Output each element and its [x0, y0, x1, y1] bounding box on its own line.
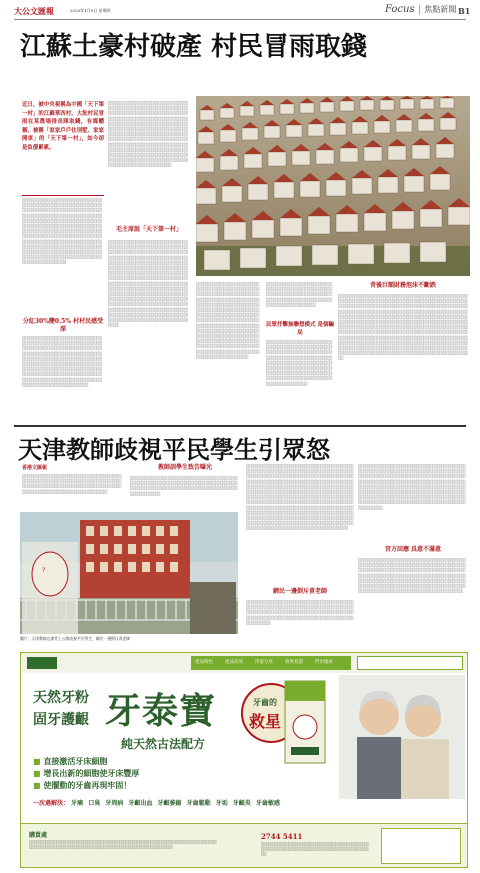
- top-story-headline: 江蘇土豪村破產 村民冒雨取錢: [20, 32, 368, 62]
- second-body-col3: ░░░░░░░░░░░░░░░░░░░░░░░░░░░░░░░░░░░░░░░░░░░░░░░░░░░░░░░░░░░░░░░░░░░░░░░░░░░░░░░░░░░░░░░░░░░░░░░░░░░░░░░░░░░░░░░░░░░░░░░░░░░░░░░░░░░░░░░░░░░░░░░░░░░░░░░░░░░░░░░░░░░░░░░░░░░░░░░░░░░░░░░░░░░░░░░░░░░░░░░░░░░░░░░░░░░░░░░░░░░░░░░░░░░░░░░░░░░░░░░░░░░░░░░░░░░░░░░░░░░░░░░░░░░░░░░░░░░░░░░░░░░░░░░░░░░░░░░░░░░░░░░░░░░░░░░░░░░░░░░░░░░░░░░░░░░░░░░░░░░░░░░░░░░░░░░░░░░░░░░░░░░░░░░░░░░░░░░░░░░░░░░░░░░░░░░░░░░░░░░░░░░░░░░░░░░░░░░░░░░░░░░░░░░░░░░░░░░░░░░░░░░░░░░░░░░░░░░░░░░░░░░░░░░░░░░░░░░░░░░░░░░░░░░░░░░░░░░░░░░░░░░░░: [246, 464, 354, 531]
- advert-problem-4: 牙齦萎縮: [157, 800, 182, 807]
- story-body-col4b: ░░░░░░░░░░░░░░░░░░░░░░░░░░░░░░░░░░░░░░░░░░░░░░░░░░░░░░░░░░░░░░░░░░░░░░░░░░░░░░░░░░░░░░░░░░░░░░░░░░░░░░░░░░░░░░░░░░░░░░░░░░░░░░░░░░░░░░░░░░░░░░░░░░░░░░░░░░░░░░░░░░░░░░░░░░░░░░░░░░░░░░░░░░░░░░░░░░░░░░░░░░░░░░░: [266, 340, 333, 386]
- advert-brand-sub: 純天然古法配方: [121, 737, 206, 751]
- lede-rule: [22, 195, 104, 196]
- advert-tagline-2: 固牙護齦: [33, 712, 89, 728]
- advert-bullet-1-text: 直接激活牙床細胞: [43, 756, 108, 766]
- advert-bullets: [33, 755, 243, 791]
- second-story-headline: 天津教師歧視平民學生引眾怒: [18, 435, 330, 464]
- bullet-icon: ■: [33, 768, 44, 778]
- village-aerial-image: [196, 96, 470, 276]
- subhead-netizens: 網民一邊倒斥責老師: [272, 588, 327, 595]
- advert-tagline-1: 天然牙粉: [33, 690, 89, 706]
- subhead-leak: 教師訓學生致告曝光: [157, 464, 212, 471]
- advert-problem-0: 牙痛: [71, 800, 84, 807]
- second-body-col1: ░░░░░░░░░░░░░░░░░░░░░░░░░░░░░░░░░░░░░░░░░░░░░░░░░░░░░░░░░░░░░░░░░░░░░░░░░░░░░░░░░░░░░░░░░░░░░░░░░░░░░░░░░░░░░░░░░░░░░░░░░░░░░░░░░░░░░░░░░░░: [22, 474, 122, 494]
- second-body-col4b: ░░░░░░░░░░░░░░░░░░░░░░░░░░░░░░░░░░░░░░░░░░░░░░░░░░░░░░░░░░░░░░░░░░░░░░░░░░░░░░░░░░░░░░░░░░░░░░░░░░░░░░░░░░░░░░░░░░░░░░░░░░░░░░░░░░░░░░░░░░░░░░░░░░░░░░░░░░░░░░░░░░░░░░░░░░░░░░░░░░░░░░░░░░░░░░░░░░░░░░░░░░░░░░░░░░░░░░░░░░░░░░░░░░░░░░░░░░░░░░░░░░░░░░░░░░░░░░░░░░░░░░░░░░░░░░░░: [358, 558, 466, 594]
- story-body-col2: ░░░░░░░░░░░░░░░░░░░░░░░░░░░░░░░░░░░░░░░░░░░░░░░░░░░░░░░░░░░░░░░░░░░░░░░░░░░░░░░░░░░░░░░░░░░░░░░░░░░░░░░░░░░░░░░░░░░░░░░░░░░░░░░░░░░░░░░░░░░░░░░░░░░░░░░░░░░░░░░░░░░░░░░░░░░░░░░░░░░░░░░░░░░░░░░░░░░░░░░░░░░░░░░░░░░░░░░░░░░░░░░░░░░░░░░░░░░░░░░░░░░░░░░░░░░░░░░░░░░░░░░░░░░░░░░░░░░░░░░░░░░░░░░░░░░░░░░░░░░░░░░░░░░░░░░░░░░░░░░░░░░░░░░░░░░░░░░░░░░░░░░░░░░░░░░░░░░░░░░░░░░░░░░░░░░: [108, 101, 189, 168]
- story-body-col2b: ░░░░░░░░░░░░░░░░░░░░░░░░░░░░░░░░░░░░░░░░░░░░░░░░░░░░░░░░░░░░░░░░░░░░░░░░░░░░░░░░░░░░░░░░░░░░░░░░░░░░░░░░░░░░░░░░░░░░░░░░░░░░░░░░░░░░░░░░░░░░░░░░░░░░░░░░░░░░░░░░░░░░░░░░░░░░░░░░░░░░░░░░░░░░░░░░░░░░░░░░░░░░░░░░░░░░░░░░░░░░░░░░░░░░░░░░░░░░░░░░░░░░░░░░░░░░░░░░░░░░░░░░░░░░░░░░░░░░░░░░░░░░░░░░░░░░░░░░░░░░░░░░░░░░░░░░░░░░░░░░░░░░░░░░░░░░░░░░░░░░░░░░░░░░░░░░░░░░░░░░░░░░░░░░░░░░░░░░░░░░░░░░░░░░░░░░░░░░░░░░░░░░░░░░░░░░░░░░░░░░░░░░░░░░░░░░░░░░░░░░░░░░░░░░░░░░░░░░░░░░░░░░░░░░: [108, 240, 189, 328]
- bullet-icon: ■: [33, 756, 44, 766]
- advert-stores-label: 購買處: [29, 832, 48, 839]
- issue-date: 2020年1月9日 星期四: [70, 8, 111, 13]
- advert-badge-top: 牙齒的: [253, 697, 277, 707]
- product-box-image: [281, 677, 329, 767]
- advert-cta-box: [357, 656, 463, 670]
- advert-contacts: ░░░░░░░░░░░░░░░░░░░░░░░░░░░░░░░░░░░░░░░░░░░░░░░░░░░░░░░░░░░░░░░░░░░░░░░░░░░░░░░░: [261, 842, 369, 857]
- advert-problem-8: 牙齒敏感: [255, 800, 280, 807]
- advert-problem-5: 牙齒鬆動: [186, 800, 211, 807]
- second-body-col3b: ░░░░░░░░░░░░░░░░░░░░░░░░░░░░░░░░░░░░░░░░░░░░░░░░░░░░░░░░░░░░░░░░░░░░░░░░░░░░░░░░░░░░░░░░░░░░░░░░░░░░░░░░░░░░░░░░░░░░░░░░░░░░░░░░░░░░░░░░░░░░░░░░░░░░░░░░░░░░░░░░░░░░░: [246, 600, 354, 625]
- subhead-dividend: 分紅30%變0.5% 村村民感受深: [22, 318, 104, 333]
- svg-text:?: ?: [42, 567, 46, 574]
- advert-logo-mark: [27, 657, 57, 669]
- masthead: [0, 0, 480, 22]
- subhead-official: 官方回應 具意不滿意: [384, 546, 442, 553]
- advert-nav-4[interactable]: 效果見證: [285, 660, 303, 665]
- advert-problems-label: 一次過解決：: [33, 800, 70, 807]
- bullet-icon: ■: [33, 780, 44, 790]
- subhead-bubble: 背後巨額財務泡沫不斷跌: [369, 282, 436, 289]
- advert-brand-name: 牙泰寶: [105, 690, 217, 732]
- second-body-col4: ░░░░░░░░░░░░░░░░░░░░░░░░░░░░░░░░░░░░░░░░░░░░░░░░░░░░░░░░░░░░░░░░░░░░░░░░░░░░░░░░░░░░░░░░░░░░░░░░░░░░░░░░░░░░░░░░░░░░░░░░░░░░░░░░░░░░░░░░░░░░░░░░░░░░░░░░░░░░░░░░░░░░░░░░░░░░░░░░░░░░░░░░░░░░░░░░░░░░░░░░░░░░░░░░░░░░░░░░░░░░░░░░░░░░░░░░░░░░░░░░░░░░░░░░░░░░░░░░░░░░░░░░░░░░░░░░░░░░░░░░░░░░░░░░░░░░░░░░░░░░░░░░░░░░░░░░░░░░░░░░░: [358, 464, 466, 510]
- advert-stores-list: ░░░░░░░░░░░░░░░░░░░░░░░░░░░░░░░░░░░░░░░░░░░░░░░░░░░░░░░░░░░░░░░░░░░░░░░░░░░░░░░░░░░░░░░░░░░░░░░░░░░░░░░░░░░░░░░░░░░░░░░░: [29, 840, 217, 850]
- advert-problem-7: 牙齦炎: [232, 800, 251, 807]
- subhead-scam: 民眾抒擊無聯想模式 是個騙局: [266, 322, 334, 336]
- masthead-rule: [14, 19, 466, 20]
- story-body-col5: ░░░░░░░░░░░░░░░░░░░░░░░░░░░░░░░░░░░░░░░░░░░░░░░░░░░░░░░░░░░░░░░░░░░░░░░░░░░░░░░░░░░░░░░░░░░░░░░░░░░░░░░░░░░░░░░░░░░░░░░░░░░░░░░░░░░░░░░░░░░░░░░░░░░░░░░░░░░░░░░░░░░░░░░░░░░░░░░░░░░░░░░░░░░░░░░░░░░░░░░░░░░░░░░░░░░░░░░░░░░░░░░░░░░░░░░░░░░░░░░░░░░░░░░░░░░░░░░░░░░░░░░░░░░░░░░░░░░░░░░░░░░░░░░░░░░░░░░░░░░░░░░░░░░░░░░░░░░░░░░░░░░░░░░░░░░░░░░░░░░░░░░░░░░░░░░░░░░░░░░░░░░░░░░░░░░░░░░░░░░░░░░░░░░░░░░░░░░░░░░░░░░░░░░░░░░░░░░░░░░░░░░░░░░░░░░░░░░░░░░░░░░░░░░░░░░░░░░░░░░░░░░░░░░░░░░░░░░░░░░░░░░░░░░░░░░░░░░░░░░░░░░░░░░░░░░░░░░░░░░░░░░░░░░░░░░░░░░░░░░░░░░░░░░░░░░░░░░░░░░░░░░░░░: [338, 294, 468, 361]
- advert-bullet-1: [33, 755, 243, 767]
- advert-problems-strip: [33, 797, 329, 811]
- school-photo: [20, 512, 238, 634]
- advert-nav-2[interactable]: 產品功效: [225, 660, 243, 665]
- section-cn: 焦點新聞: [424, 5, 457, 14]
- story-body-col4: ░░░░░░░░░░░░░░░░░░░░░░░░░░░░░░░░░░░░░░░░░░░░░░░░░░░░░░░░░░░░░░░░░░░░░░░░░░░░░░░░░░░░░░░░░░░░░░░░░░░░░░░░░░░░░░░░░░: [266, 282, 333, 307]
- second-story-byline: 香港文匯報: [22, 465, 48, 471]
- advert-problem-1: 口臭: [88, 800, 101, 807]
- elderly-couple-image: [339, 675, 465, 799]
- advert-bullet-2: [33, 767, 243, 779]
- advert-badge-main: 救星: [249, 712, 282, 731]
- story-body-col3: ░░░░░░░░░░░░░░░░░░░░░░░░░░░░░░░░░░░░░░░░░░░░░░░░░░░░░░░░░░░░░░░░░░░░░░░░░░░░░░░░░░░░░░░░░░░░░░░░░░░░░░░░░░░░░░░░░░░░░░░░░░░░░░░░░░░░░░░░░░░░░░░░░░░░░░░░░░░░░░░░░░░░░░░░░░░░░░░░░░░░░░░░░░░░░░░░░░░░░░░░░░░░░░░░░░░░░░░░░░░░░░░░░░░░░░░░░░░░░░░░░░░░░░░░░░░░░░░░░░░░░░░░░░░░░░░░░░░░░░░░░░░░░░░░░░░░░░░░░░░░░░░░░░░░░░░░░░░░░░░░░░░░░░░░░░░░░░░░░░░░░: [196, 282, 260, 359]
- advert-problem-3: 牙齦出血: [128, 800, 153, 807]
- section-label: [385, 4, 456, 15]
- advert-nav-bar: [21, 653, 467, 673]
- advert-problem-6: 牙垢: [215, 800, 228, 807]
- advert-qr-box: [381, 828, 461, 864]
- section-divider: |: [417, 4, 422, 15]
- subhead-mao: 毛主席說「天下第一村」: [115, 226, 182, 233]
- advert-nav-3[interactable]: 用家分享: [255, 660, 273, 665]
- section-divider-rule: [14, 425, 466, 427]
- advert-info-bar: [21, 823, 467, 867]
- advert-phone[interactable]: 2744 5411: [261, 832, 303, 841]
- advert-problem-2: 牙周病: [105, 800, 124, 807]
- village-aerial-photo: [196, 96, 470, 276]
- story-body-col1: ░░░░░░░░░░░░░░░░░░░░░░░░░░░░░░░░░░░░░░░░░░░░░░░░░░░░░░░░░░░░░░░░░░░░░░░░░░░░░░░░░░░░░░░░░░░░░░░░░░░░░░░░░░░░░░░░░░░░░░░░░░░░░░░░░░░░░░░░░░░░░░░░░░░░░░░░░░░░░░░░░░░░░░░░░░░░░░░░░░░░░░░░░░░░░░░░░░░░░░░░░░░░░░░░░░░░░░░░░░░░░░░░░░░░░░░░░░░░░░░░░░░░░░░░░░░░░░░░░░░░░░░░░░░░░░░░░░░░░░░░░░░░░░░░░░░░░░░░░░░░░░░░░░░░░░░░░░░░░░░░░░░░░░░░░░░░░░░░░░░░░░░░░░░░░░░░░░░░░░░░░░░░: [22, 198, 103, 265]
- second-body-col2: ░░░░░░░░░░░░░░░░░░░░░░░░░░░░░░░░░░░░░░░░░░░░░░░░░░░░░░░░░░░░░░░░░░░░░░░░░░░░░░░░░░░░░░░░░░░░░░░░░░░░░░░░░░░░░░░░░░░░░░░░░░░░░░░░: [130, 476, 238, 496]
- story-body-col1b: ░░░░░░░░░░░░░░░░░░░░░░░░░░░░░░░░░░░░░░░░░░░░░░░░░░░░░░░░░░░░░░░░░░░░░░░░░░░░░░░░░░░░░░░░░░░░░░░░░░░░░░░░░░░░░░░░░░░░░░░░░░░░░░░░░░░░░░░░░░░░░░░░░░░░░░░░░░░░░░░░░░░░░░░░░░░░░░░░░░░░░░░░░░░░░░░░░░░░░░░░░░░░░░░░░░░░░░░░░░░░░░░░░░░░░░░░░░░░░░░░░░░░░░░░░░░░░░░░░░░░░░░░░░░░░░░░░░░░░░░░░░░░░: [22, 336, 103, 387]
- advert-bullet-3: [33, 779, 243, 791]
- newspaper-logo: 大公文匯報: [14, 6, 54, 16]
- school-photo-caption: 圖片：天津教師在課堂上公開歧視平民學生，網民一邊倒斥責老師: [20, 636, 131, 641]
- product-box-icon: [281, 677, 329, 767]
- elderly-couple-photo: [339, 675, 465, 799]
- school-image: [20, 512, 238, 634]
- advert-nav-5[interactable]: 門市地址: [315, 660, 333, 665]
- advert-panel: [20, 652, 468, 868]
- top-story-lede: 近日，被中央視稱為中國「天下第一村」的江蘇華西村，大批村民冒雨在某農場排長隊取錢，有媒體稱，被稱「家家戶戶住別墅、家家開車」的「天下第一村」，如今卻是負債累累。: [22, 102, 104, 151]
- section-focus: Focus: [385, 4, 415, 15]
- page-number: B1: [458, 6, 471, 16]
- advert-bullet-2-text: 增長出新的細胞使牙床豐厚: [43, 768, 140, 778]
- advert-nav-1[interactable]: 產品特色: [195, 660, 213, 665]
- advert-bullet-3-text: 使擺動的牙齒再現牢固！: [43, 780, 132, 790]
